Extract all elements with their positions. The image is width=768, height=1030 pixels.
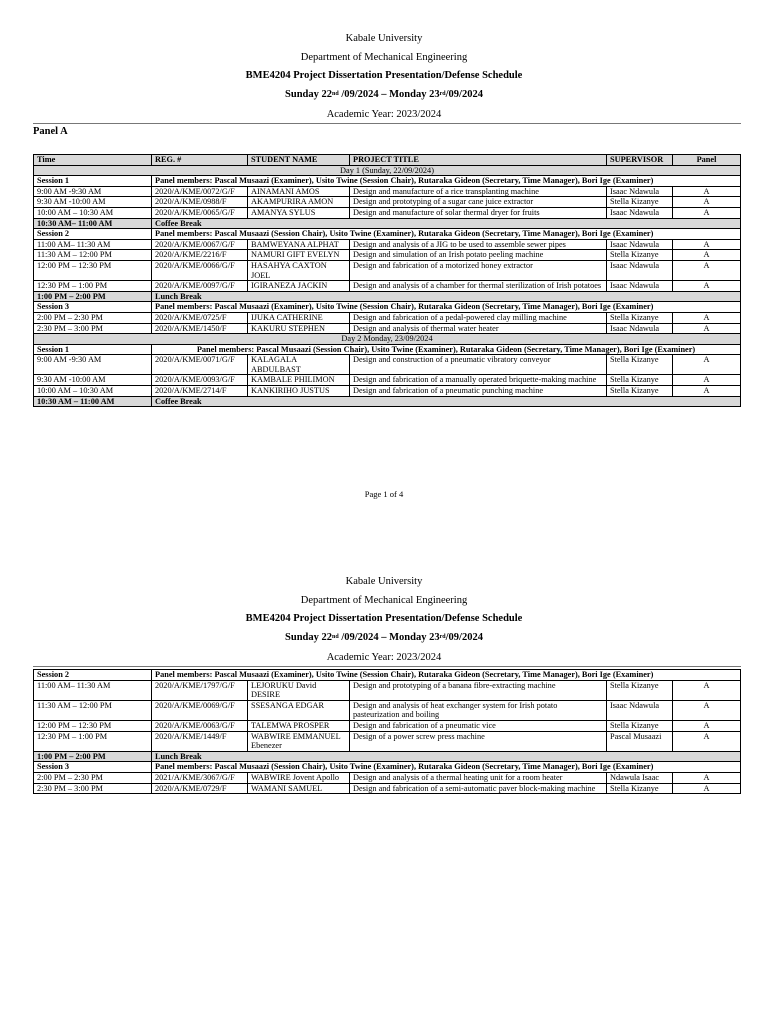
- academic-year: Academic Year: 2023/2024: [326, 652, 442, 663]
- time-cell: 2:00 PM – 2:30 PM: [34, 772, 152, 783]
- reg-number-cell: 2020/A/KME/0725/F: [152, 312, 248, 323]
- time-cell: 10:00 AM – 10:30 AM: [34, 386, 152, 397]
- table-row: [34, 250, 741, 261]
- panel-cell: A: [673, 207, 741, 218]
- panel-cell: A: [673, 312, 741, 323]
- student-name-cell: AMANYA SYLUS: [248, 207, 350, 218]
- reg-number-cell: 2021/A/KME/3067/G/F: [152, 772, 248, 783]
- table-row: [34, 355, 741, 375]
- project-title-cell: Design and fabrication of a manually operated briquette-making machine: [350, 375, 607, 386]
- schedule-dates: Sunday 22nd /09/2024 – Monday 23rd/09/2024: [285, 632, 483, 643]
- col-header-student: STUDENT NAME: [248, 155, 350, 166]
- session-label: Session 3: [34, 762, 152, 773]
- panel-cell: A: [673, 783, 741, 794]
- panel-label: Panel A: [33, 126, 68, 137]
- student-name-cell: WABWIRE Jovent Apollo: [248, 772, 350, 783]
- reg-number-cell: 2020/A/KME/0097/G/F: [152, 281, 248, 292]
- reg-number-cell: 2020/A/KME/0065/G/F: [152, 207, 248, 218]
- student-name-cell: SSESANGA EDGAR: [248, 700, 350, 720]
- table-row: [34, 700, 741, 720]
- supervisor-cell: Stella Kizanye: [607, 250, 673, 261]
- table-row: [34, 783, 741, 794]
- project-title-cell: Design and analysis of a JIG to be used to assemble sewer pipes: [350, 239, 607, 250]
- project-title-cell: Design and manufacture of a rice transplanting machine: [350, 186, 607, 197]
- supervisor-cell: Isaac Ndawula: [607, 700, 673, 720]
- panel-cell: A: [673, 239, 741, 250]
- break-time: 10:30 AM– 11:00 AM: [34, 218, 152, 229]
- table-row: [34, 186, 741, 197]
- session-row: [34, 302, 741, 313]
- project-title-cell: Design and fabrication of a pneumatic vice: [350, 720, 607, 731]
- time-cell: 10:00 AM – 10:30 AM: [34, 207, 152, 218]
- panel-cell: A: [673, 323, 741, 334]
- table-row: [34, 323, 741, 334]
- session-row: [34, 344, 741, 355]
- day-row: [34, 165, 741, 176]
- supervisor-cell: Stella Kizanye: [607, 375, 673, 386]
- time-cell: 9:00 AM -9:30 AM: [34, 355, 152, 375]
- department-name: Department of Mechanical Engineering: [300, 595, 468, 606]
- student-name-cell: HASAHYA CAXTON JOEL: [248, 260, 350, 280]
- table-row: [34, 720, 741, 731]
- time-cell: 2:00 PM – 2:30 PM: [34, 312, 152, 323]
- university-name: Kabale University: [345, 33, 423, 44]
- student-name-cell: KALAGALA ABDULBAST: [248, 355, 350, 375]
- project-title-cell: Design of a power screw press machine: [350, 731, 607, 751]
- break-row: [34, 396, 741, 407]
- break-time: 1:00 PM – 2:00 PM: [34, 751, 152, 762]
- supervisor-cell: Isaac Ndawula: [607, 207, 673, 218]
- time-cell: 11:30 AM – 12:00 PM: [34, 700, 152, 720]
- session-row: [34, 229, 741, 240]
- panel-cell: A: [673, 281, 741, 292]
- schedule-dates: Sunday 22nd /09/2024 – Monday 23rd/09/2024: [285, 89, 483, 100]
- session-label: Session 3: [34, 302, 152, 313]
- col-header-supervisor: SUPERVISOR: [607, 155, 673, 166]
- student-name-cell: NAMURI GIFT EVELYN: [248, 250, 350, 261]
- session-row: [34, 762, 741, 773]
- panel-members: Panel members: Pascal Musaazi (Session Chair), Usito Twine (Examiner), Rutaraka Gideon (Secretary, Time Manager), Bori Ige (Examiner): [152, 229, 741, 240]
- reg-number-cell: 2020/A/KME/0093/G/F: [152, 375, 248, 386]
- table-row: [34, 772, 741, 783]
- time-cell: 2:30 PM – 3:00 PM: [34, 783, 152, 794]
- reg-number-cell: 2020/A/KME/0067/G/F: [152, 239, 248, 250]
- reg-number-cell: 2020/A/KME/0072/G/F: [152, 186, 248, 197]
- time-cell: 12:30 PM – 1:00 PM: [34, 281, 152, 292]
- table-row: [34, 680, 741, 700]
- student-name-cell: TALEMWA PROSPER: [248, 720, 350, 731]
- table-row: [34, 207, 741, 218]
- panel-members: Panel members: Pascal Musaazi (Examiner), Usito Twine (Session Chair), Rutaraka Gideon (Secretary, Time Manager), Bori Ige (Examiner): [152, 302, 741, 313]
- break-label: Coffee Break: [152, 396, 741, 407]
- break-row: [34, 751, 741, 762]
- col-header-title: PROJECT TITLE: [350, 155, 607, 166]
- reg-number-cell: 2020/A/KME/2216/F: [152, 250, 248, 261]
- supervisor-cell: Isaac Ndawula: [607, 186, 673, 197]
- supervisor-cell: Isaac Ndawula: [607, 239, 673, 250]
- reg-number-cell: 2020/A/KME/0729/F: [152, 783, 248, 794]
- student-name-cell: BAMWEYANA ALPHAT: [248, 239, 350, 250]
- table-row: [34, 312, 741, 323]
- break-row: [34, 291, 741, 302]
- project-title-cell: Design and prototyping of a sugar cane juice extractor: [350, 197, 607, 208]
- time-cell: 2:30 PM – 3:00 PM: [34, 323, 152, 334]
- break-label: Lunch Break: [152, 751, 741, 762]
- project-title-cell: Design and analysis of a thermal heating unit for a room heater: [350, 772, 607, 783]
- student-name-cell: KANKIRIHO JUSTUS: [248, 386, 350, 397]
- table-row: [34, 375, 741, 386]
- supervisor-cell: Stella Kizanye: [607, 680, 673, 700]
- project-title-cell: Design and fabrication of a pedal-powered clay milling machine: [350, 312, 607, 323]
- time-cell: 12:00 PM – 12:30 PM: [34, 260, 152, 280]
- session-label: Session 2: [34, 229, 152, 240]
- table-row: [34, 260, 741, 280]
- project-title-cell: Design and simulation of an Irish potato peeling machine: [350, 250, 607, 261]
- supervisor-cell: Stella Kizanye: [607, 197, 673, 208]
- document-title: BME4204 Project Dissertation Presentation/Defense Schedule: [245, 70, 523, 81]
- panel-members: Panel members: Pascal Musaazi (Examiner), Usito Twine (Session Chair), Rutaraka Gideon (Secretary, Time Manager), Bori Ige (Examiner): [152, 176, 741, 187]
- reg-number-cell: 2020/A/KME/0988/F: [152, 197, 248, 208]
- panel-cell: A: [673, 355, 741, 375]
- panel-cell: A: [673, 772, 741, 783]
- supervisor-cell: Stella Kizanye: [607, 720, 673, 731]
- page-number: Page 1 of 4: [364, 489, 404, 499]
- session-row: [34, 176, 741, 187]
- time-cell: 12:00 PM – 12:30 PM: [34, 720, 152, 731]
- project-title-cell: Design and prototyping of a banana fibre-extracting machine: [350, 680, 607, 700]
- reg-number-cell: 2020/A/KME/0063/G/F: [152, 720, 248, 731]
- supervisor-cell: Ndawula Isaac: [607, 772, 673, 783]
- project-title-cell: Design and construction of a pneumatic vibratory conveyor: [350, 355, 607, 375]
- project-title-cell: Design and fabrication of a pneumatic punching machine: [350, 386, 607, 397]
- project-title-cell: Design and analysis of thermal water heater: [350, 323, 607, 334]
- student-name-cell: LEJORUKU David DESIRE: [248, 680, 350, 700]
- supervisor-cell: Stella Kizanye: [607, 386, 673, 397]
- header-rule: [33, 123, 741, 124]
- student-name-cell: WAMANI SAMUEL: [248, 783, 350, 794]
- project-title-cell: Design and analysis of heat exchanger system for Irish potato pasteurization and boiling: [350, 700, 607, 720]
- reg-number-cell: 2020/A/KME/1449/F: [152, 731, 248, 751]
- project-title-cell: Design and fabrication of a semi-automatic paver block-making machine: [350, 783, 607, 794]
- table-row: [34, 386, 741, 397]
- session-label: Session 1: [34, 344, 152, 355]
- reg-number-cell: 2020/A/KME/1797/G/F: [152, 680, 248, 700]
- break-time: 1:00 PM – 2:00 PM: [34, 291, 152, 302]
- panel-cell: A: [673, 250, 741, 261]
- supervisor-cell: Pascal Musaazi: [607, 731, 673, 751]
- panel-cell: A: [673, 386, 741, 397]
- panel-cell: A: [673, 720, 741, 731]
- supervisor-cell: Isaac Ndawula: [607, 260, 673, 280]
- break-time: 10:30 AM – 11:00 AM: [34, 396, 152, 407]
- reg-number-cell: 2020/A/KME/0069/G/F: [152, 700, 248, 720]
- time-cell: 11:30 AM – 12:00 PM: [34, 250, 152, 261]
- session-label: Session 2: [34, 670, 152, 681]
- break-label: Coffee Break: [152, 218, 741, 229]
- department-name: Department of Mechanical Engineering: [300, 52, 468, 63]
- table-row: [34, 239, 741, 250]
- student-name-cell: AINAMANI AMOS: [248, 186, 350, 197]
- project-title-cell: Design and analysis of a chamber for thermal sterilization of Irish potatoes: [350, 281, 607, 292]
- panel-cell: A: [673, 375, 741, 386]
- supervisor-cell: Stella Kizanye: [607, 783, 673, 794]
- header-rule: [33, 666, 741, 667]
- time-cell: 11:00 AM– 11:30 AM: [34, 239, 152, 250]
- time-cell: 9:30 AM -10:00 AM: [34, 197, 152, 208]
- document-title: BME4204 Project Dissertation Presentation/Defense Schedule: [245, 613, 523, 624]
- day-row: [34, 334, 741, 345]
- panel-cell: A: [673, 197, 741, 208]
- schedule-table-page-2: [33, 669, 741, 794]
- reg-number-cell: 2020/A/KME/0066/G/F: [152, 260, 248, 280]
- page-2: [0, 560, 768, 1030]
- break-label: Lunch Break: [152, 291, 741, 302]
- student-name-cell: IJUKA CATHERINE: [248, 312, 350, 323]
- student-name-cell: AKAMPURIRA AMON: [248, 197, 350, 208]
- panel-cell: A: [673, 680, 741, 700]
- panel-cell: A: [673, 260, 741, 280]
- university-name: Kabale University: [345, 576, 423, 587]
- schedule-table-page-1: [33, 154, 741, 407]
- session-row: [34, 670, 741, 681]
- time-cell: 9:30 AM -10:00 AM: [34, 375, 152, 386]
- supervisor-cell: Stella Kizanye: [607, 312, 673, 323]
- time-cell: 12:30 PM – 1:00 PM: [34, 731, 152, 751]
- panel-members: Panel members: Pascal Musaazi (Examiner), Usito Twine (Session Chair), Rutaraka Gideon (Secretary, Time Manager), Bori Ige (Examiner): [152, 670, 741, 681]
- table-header-row: [34, 155, 741, 166]
- day-label: Day 1 (Sunday, 22/09/2024): [34, 165, 741, 176]
- supervisor-cell: Isaac Ndawula: [607, 281, 673, 292]
- panel-cell: A: [673, 700, 741, 720]
- time-cell: 9:00 AM -9:30 AM: [34, 186, 152, 197]
- panel-cell: A: [673, 186, 741, 197]
- col-header-time: Time: [34, 155, 152, 166]
- panel-cell: A: [673, 731, 741, 751]
- day-label: Day 2 Monday, 23/09/2024: [34, 334, 741, 345]
- supervisor-cell: Stella Kizanye: [607, 355, 673, 375]
- student-name-cell: IGIRANEZA JACKIN: [248, 281, 350, 292]
- session-label: Session 1: [34, 176, 152, 187]
- panel-members: Panel members: Pascal Musaazi (Session Chair), Usito Twine (Examiner), Rutaraka Gideon (Secretary, Time Manager), Bori Ige (Examiner): [152, 344, 741, 355]
- time-cell: 11:00 AM– 11:30 AM: [34, 680, 152, 700]
- student-name-cell: WABWIRE EMMANUEL Ebenezer: [248, 731, 350, 751]
- panel-members: Panel members: Pascal Musaazi (Session Chair), Usito Twine (Examiner), Rutaraka Gideon (Secretary, Time Manager), Bori Ige (Examiner): [152, 762, 741, 773]
- table-row: [34, 197, 741, 208]
- table-row: [34, 281, 741, 292]
- reg-number-cell: 2020/A/KME/0071/G/F: [152, 355, 248, 375]
- break-row: [34, 218, 741, 229]
- student-name-cell: KAKURU STEPHEN: [248, 323, 350, 334]
- project-title-cell: Design and fabrication of a motorized honey extractor: [350, 260, 607, 280]
- supervisor-cell: Isaac Ndawula: [607, 323, 673, 334]
- col-header-panel: Panel: [673, 155, 741, 166]
- reg-number-cell: 2020/A/KME/1450/F: [152, 323, 248, 334]
- reg-number-cell: 2020/A/KME/2714/F: [152, 386, 248, 397]
- project-title-cell: Design and manufacture of solar thermal dryer for fruits: [350, 207, 607, 218]
- col-header-reg: REG. #: [152, 155, 248, 166]
- academic-year: Academic Year: 2023/2024: [326, 109, 442, 120]
- student-name-cell: KAMBALE PHILIMON: [248, 375, 350, 386]
- table-row: [34, 731, 741, 751]
